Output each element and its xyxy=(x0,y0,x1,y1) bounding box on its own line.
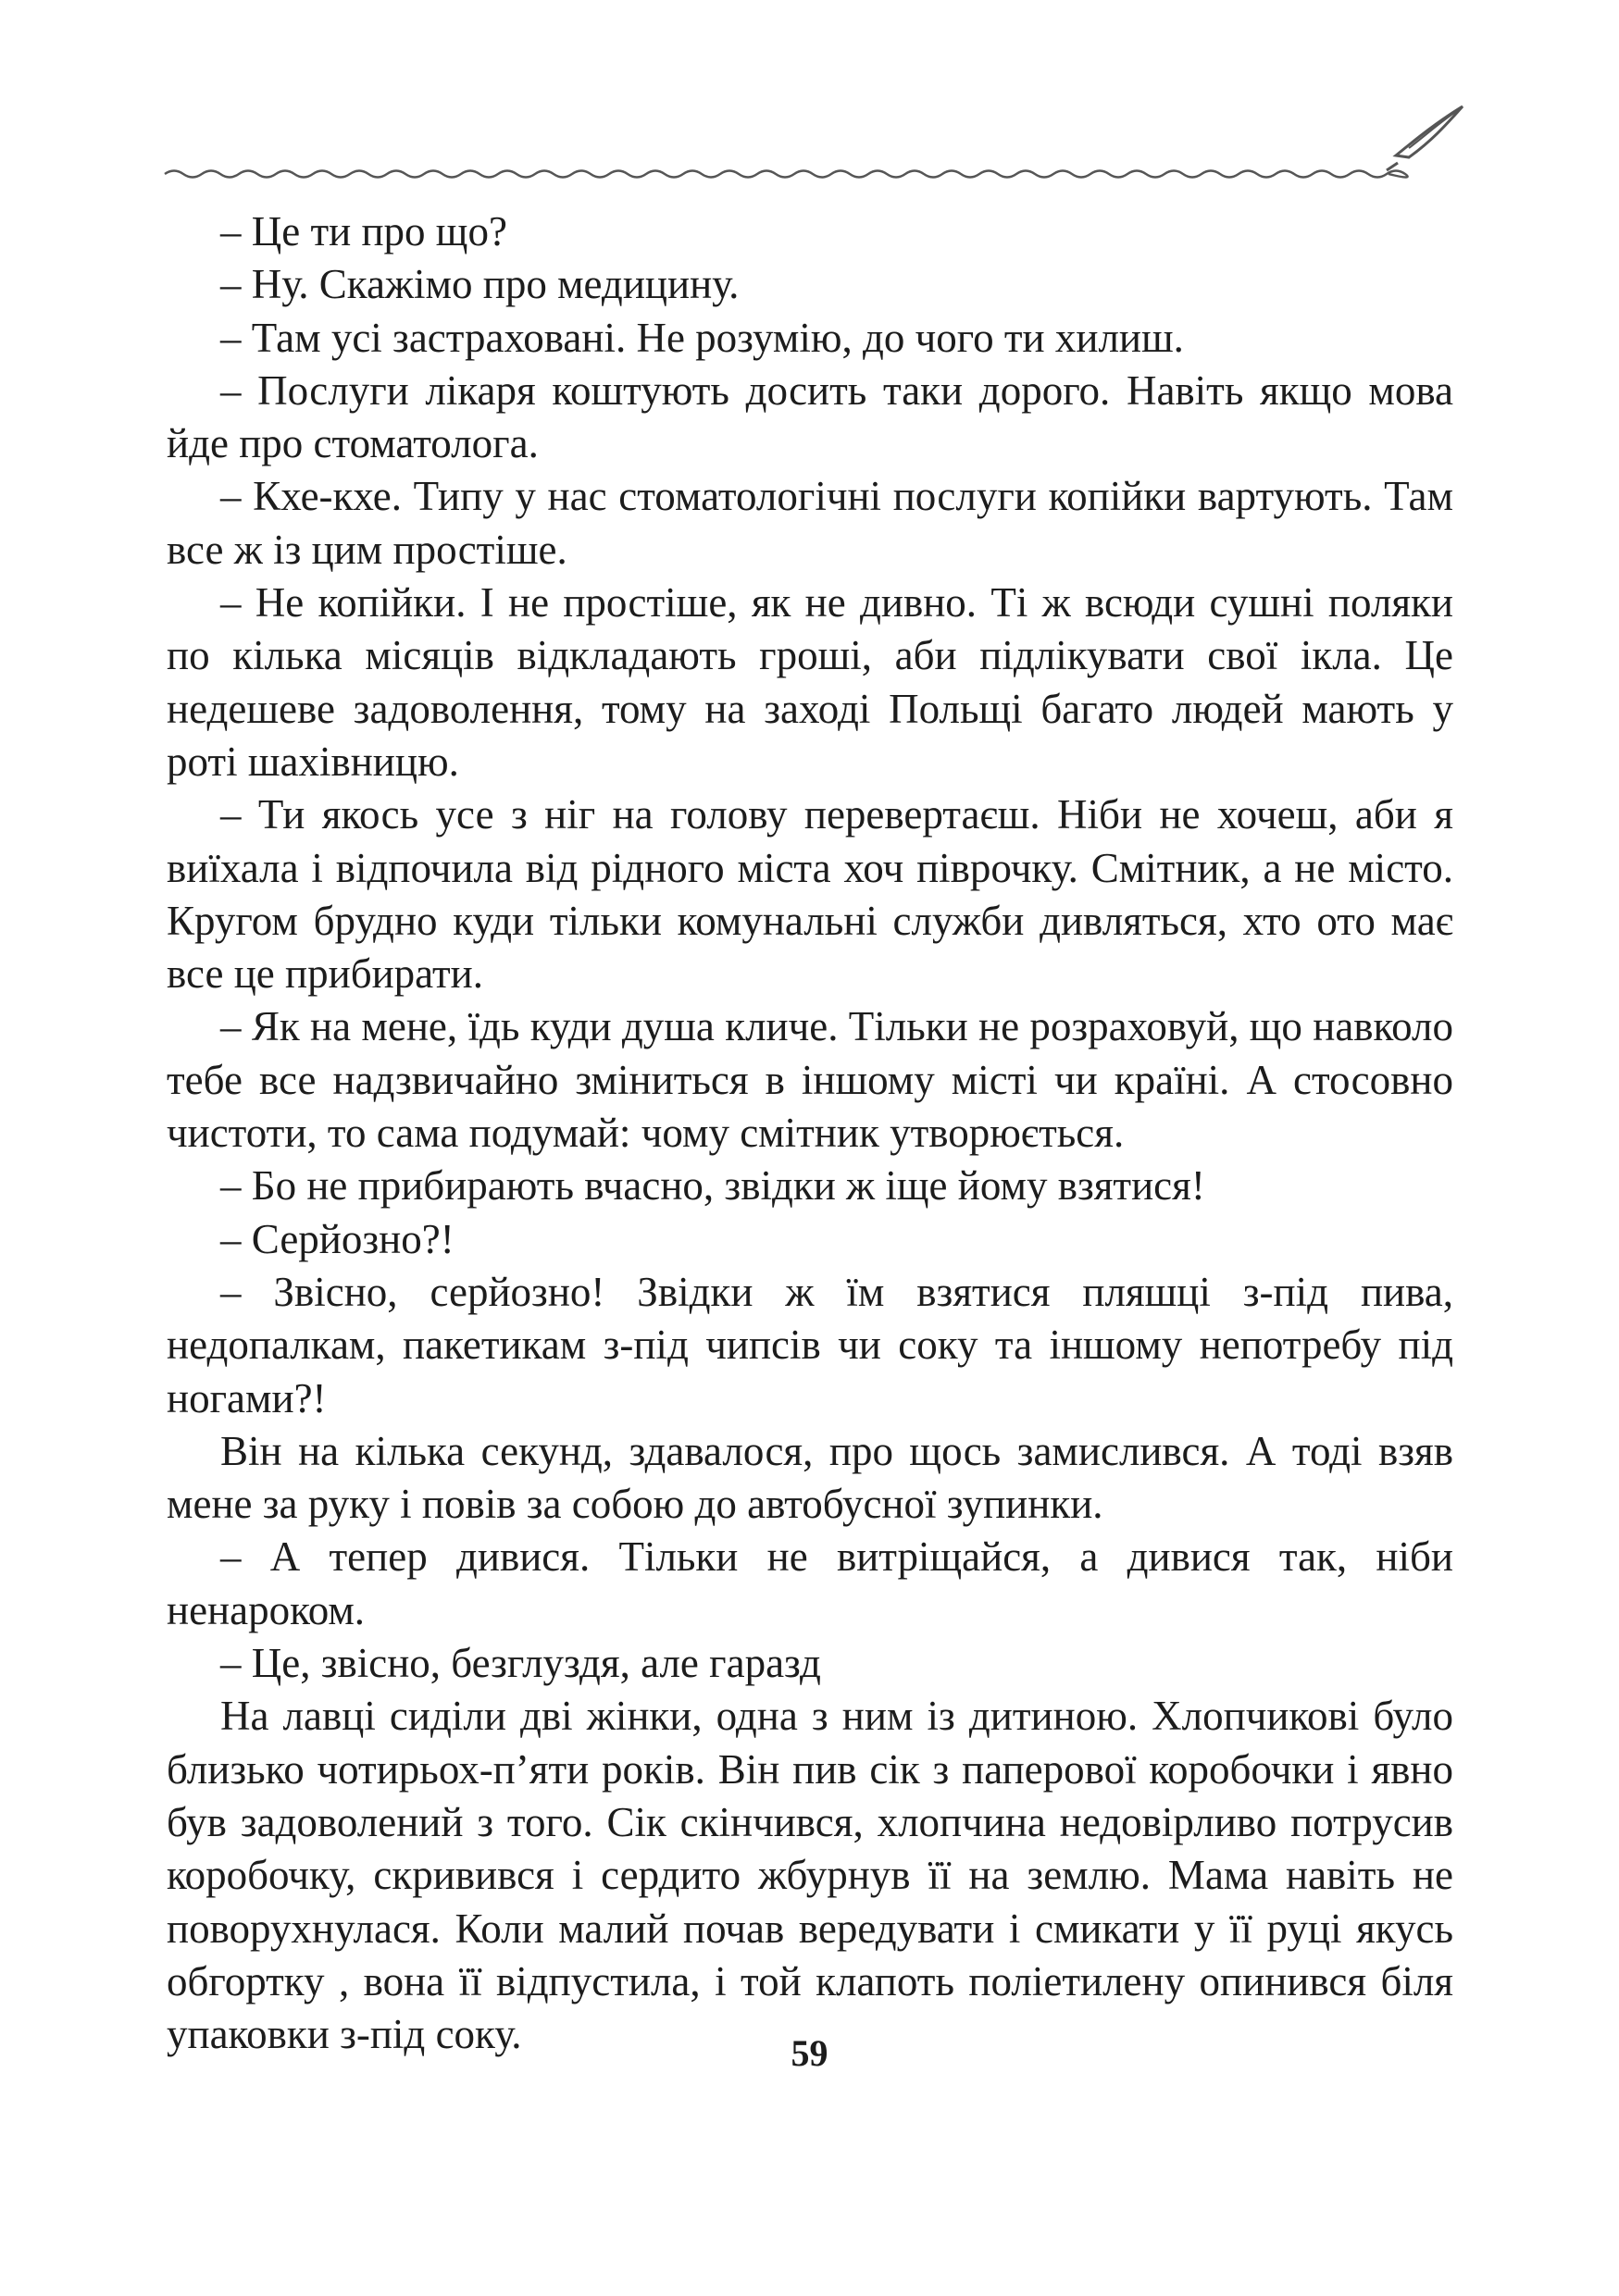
paragraph: – А тепер дивися. Тільки не витріщайся, а дивися так, ніби ненароком. xyxy=(167,1533,1453,1633)
page-number: 59 xyxy=(791,2032,828,2074)
paragraph: – Кхе-кхе. Типу у нас стоматологічні послуги копійки вартують. Там все ж із цим простіше. xyxy=(167,473,1453,573)
paragraph: – Як на мене, їдь куди душа кличе. Тільки не розраховуй, що навколо тебе все надзвичайно зміниться в іншому місті чи країні. А стосовно чистоти, то сама подумай: чому смітник утворюється. xyxy=(167,1003,1453,1157)
text-block xyxy=(167,205,1453,2061)
quill-feather-icon xyxy=(1387,106,1463,170)
header-ornament xyxy=(0,0,1619,213)
paragraph: – Ти якось усе з ніг на голову перевертаєш. Ніби не хочеш, аби я виїхала і відпочила від рідного міста хоч піврочку. Смітник, а не місто. Кругом брудно куди тільки комунальні служби дивляться, хто ото має все це прибирати. xyxy=(167,791,1453,998)
paragraph: – Серйозно?! xyxy=(220,1215,455,1262)
paragraph: – Це, звісно, безглуздя, але гаразд xyxy=(220,1640,821,1687)
paragraph: – Послуги лікаря коштують досить таки дорого. Навіть якщо мова йде про стоматолога. xyxy=(167,366,1453,467)
paragraph: – Це ти про що? xyxy=(220,208,507,254)
paragraph: На лавці сиділи дві жінки, одна з ним із дитиною. Хлопчикові було близько чотирьох-п’яти років. Він пив сік з паперової коробочки і явно був задоволений з того. Сік скінчився, хлопчина недовірливо потрусив коробочку, скривився і сердито жбурнув її на землю. Мама навіть не поворухнулася. Коли малий почав вередувати і смикати у її руці якусь обгортку , вона її відпустила, і той клапоть поліетилену опинився біля упаковки з-під соку. xyxy=(167,1693,1453,2058)
paragraph: – Там усі застраховані. Не розумію, до чого ти хилиш. xyxy=(220,314,1184,361)
wavy-divider xyxy=(165,171,1408,178)
paragraph: – Бо не прибирають вчасно, звідки ж іще йому взятися! xyxy=(220,1162,1205,1210)
paragraph: Він на кілька секунд, здавалося, про щось замислився. А тоді взяв мене за руку і повів за собою до автобусної зупинки. xyxy=(167,1427,1453,1528)
paragraph: – Ну. Скажімо про медицину. xyxy=(220,261,740,308)
paragraph: – Звісно, серйозно! Звідки ж їм взятися пляшці з-під пива, недопалкам, пакетикам з-під чипсів чи соку та іншому непотребу під ногами?! xyxy=(167,1268,1453,1421)
paragraph: – Не копійки. І не простіше, як не дивно. Ті ж всюди сушні поляки по кілька місяців відкладають гроші, аби підлікувати свої ікла. Це недешеве задоволення, тому на заході Польщі багато людей мають у роті шахівницю. xyxy=(167,579,1453,785)
